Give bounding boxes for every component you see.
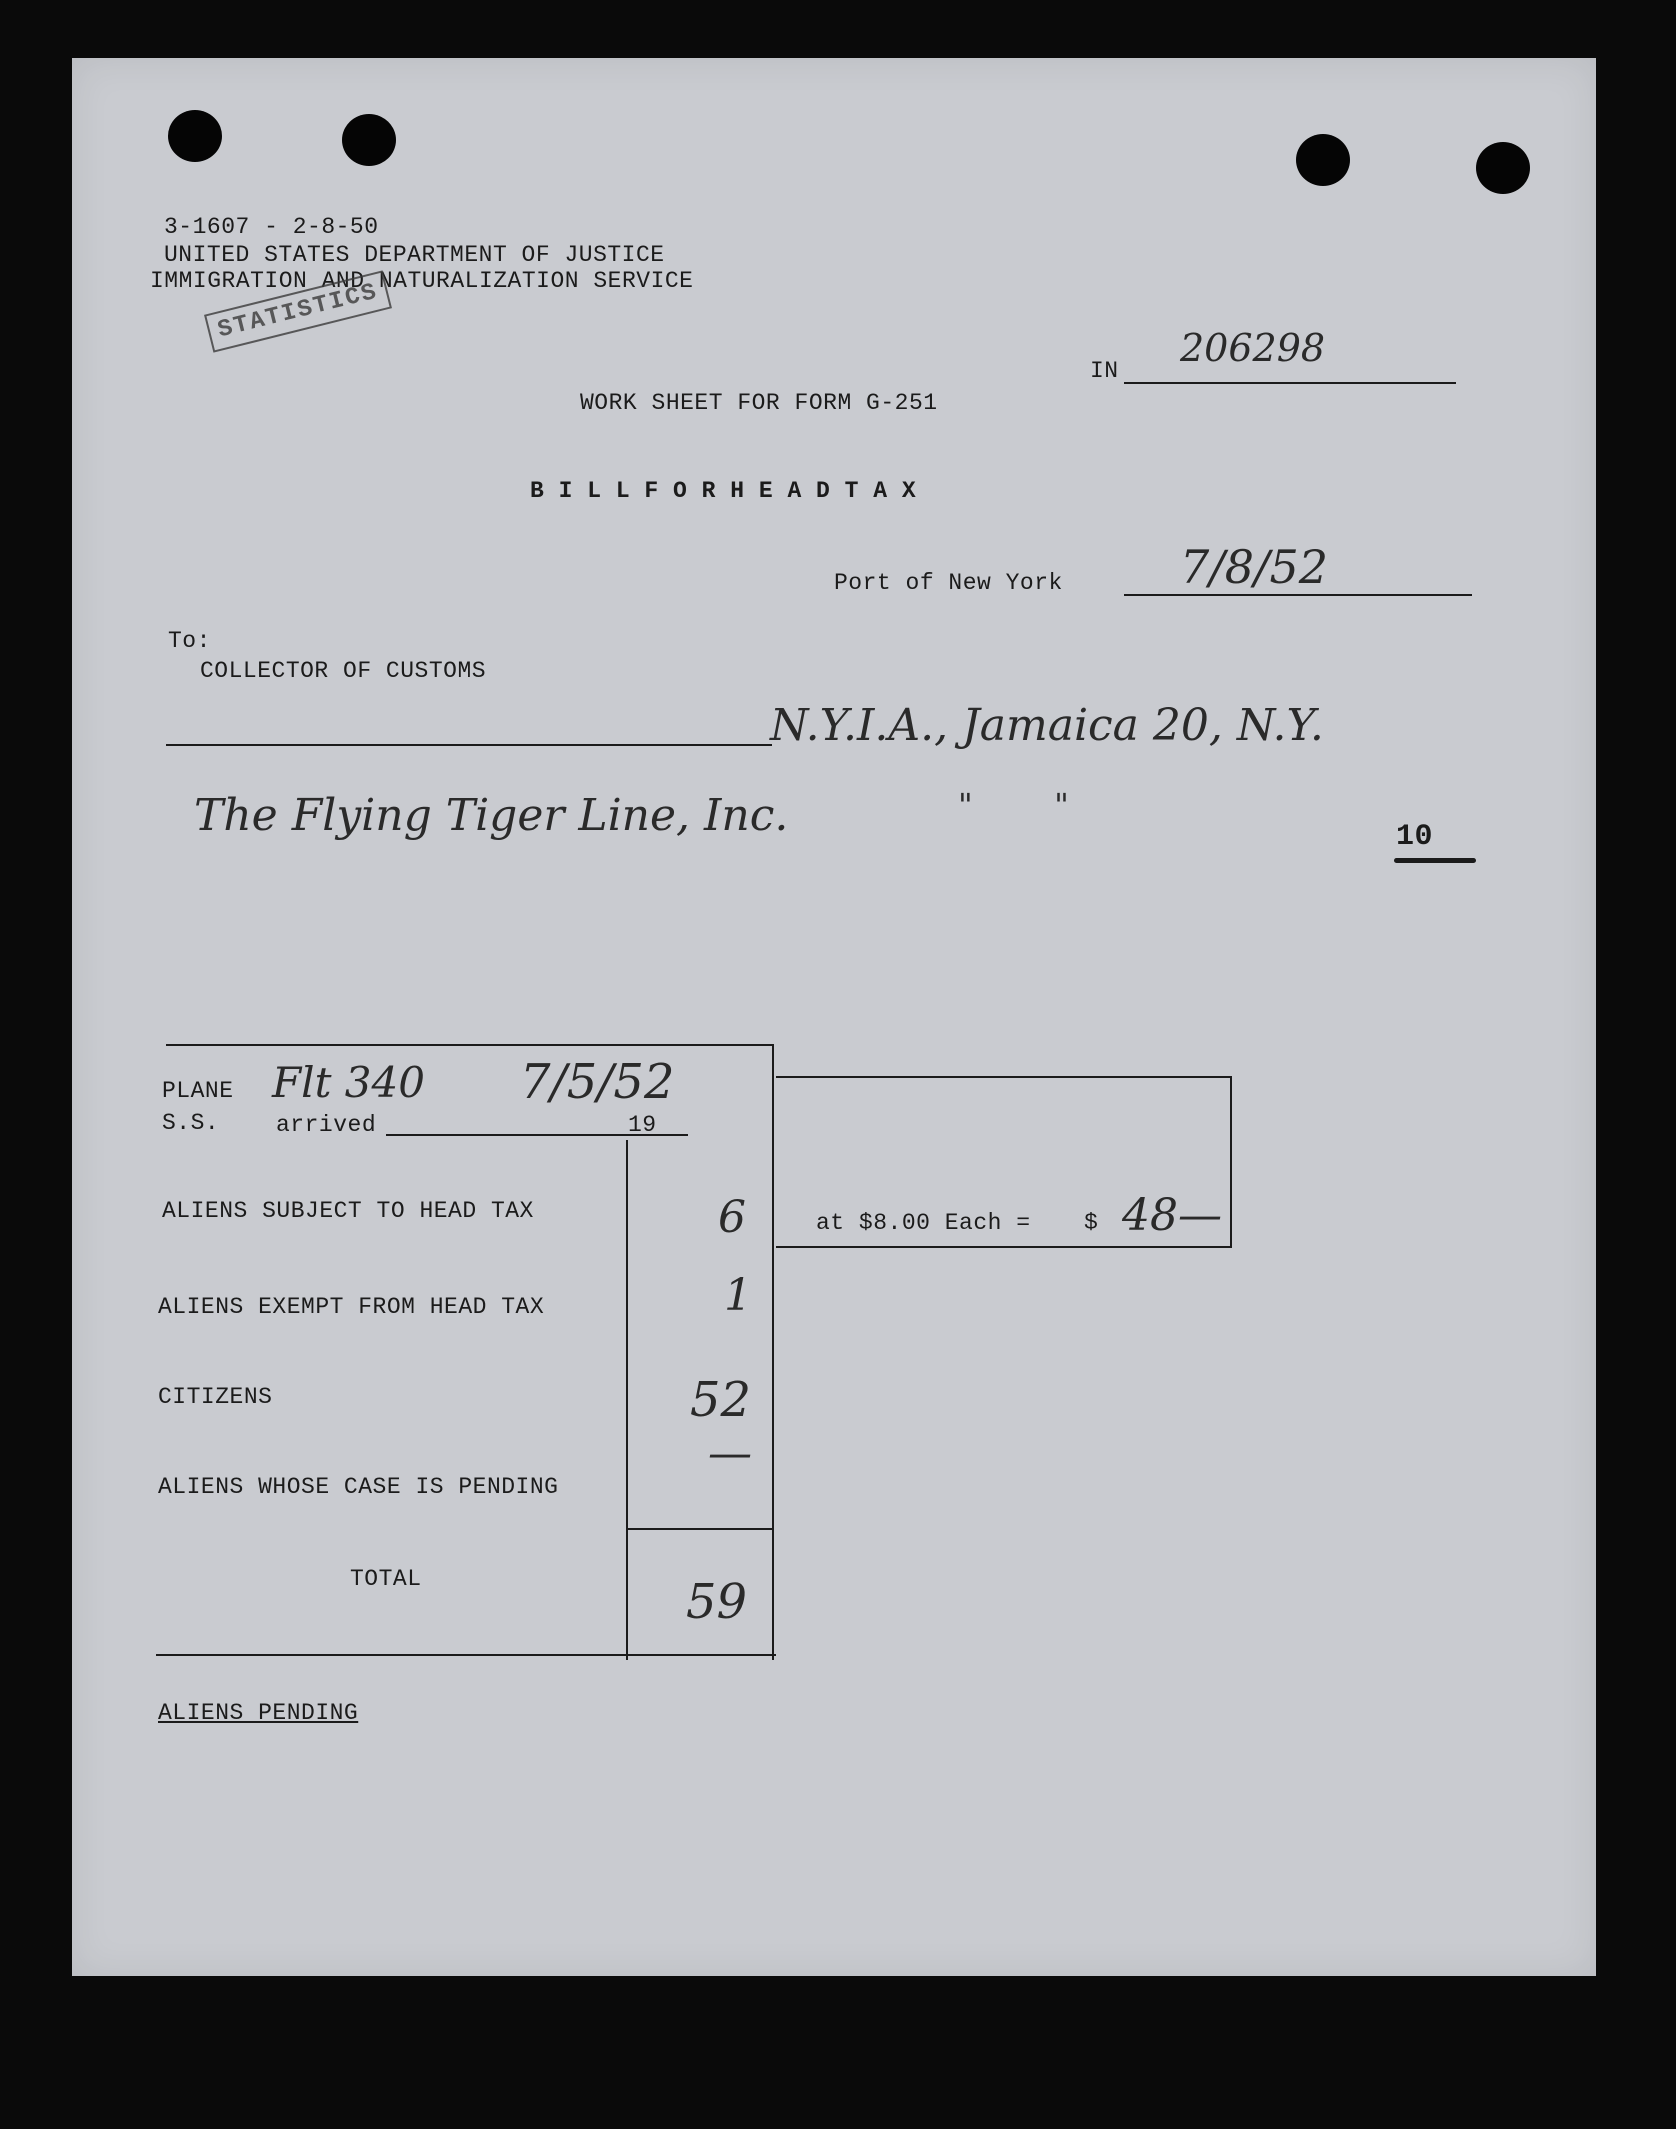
row-label-exempt: ALIENS EXEMPT FROM HEAD TAX <box>158 1294 545 1320</box>
page-number-underline <box>1394 858 1476 863</box>
ditto-marks: " " <box>958 786 1069 824</box>
table-column-rule <box>626 1140 628 1660</box>
rate-box-top <box>776 1076 1232 1078</box>
port-label: Port of New York <box>834 570 1063 596</box>
port-date: 7/8/52 <box>1180 540 1329 594</box>
table-top-rule <box>166 1044 774 1046</box>
arrived-label: arrived <box>276 1112 377 1138</box>
rate-box-bottom <box>776 1246 1232 1248</box>
row-value-pending: — <box>708 1428 752 1479</box>
collector-label: COLLECTOR OF CUSTOMS <box>200 658 487 684</box>
punch-hole <box>1476 142 1530 194</box>
table-total-rule <box>626 1528 774 1530</box>
arrived-date: 7/5/52 <box>520 1054 675 1110</box>
service-name: IMMIGRATION AND NATURALIZATION SERVICE <box>150 268 694 294</box>
year-prefix: 19 <box>628 1112 657 1138</box>
table-bottom-rule <box>156 1654 776 1656</box>
punch-hole <box>1296 134 1350 186</box>
in-number-line <box>1124 382 1456 384</box>
address-line <box>166 744 772 746</box>
carrier-handwritten: The Flying Tiger Line, Inc. <box>194 790 789 841</box>
address-handwritten: N.Y.I.A., Jamaica 20, N.Y. <box>770 700 1324 751</box>
form-title: WORK SHEET FOR FORM G-251 <box>580 390 938 416</box>
plane-label: PLANE <box>162 1078 234 1104</box>
rate-text: at $8.00 Each = <box>816 1210 1031 1236</box>
aliens-pending-heading: ALIENS PENDING <box>158 1700 359 1726</box>
table-right-rule <box>772 1044 774 1660</box>
tax-amount: 48— <box>1122 1190 1222 1241</box>
statistics-stamp: STATISTICS <box>204 270 392 352</box>
rate-box-right <box>1230 1076 1232 1248</box>
flight-number: Flt 340 <box>272 1058 425 1107</box>
in-number: 206298 <box>1180 326 1326 370</box>
row-value-exempt: 1 <box>724 1270 752 1321</box>
row-label-pending: ALIENS WHOSE CASE IS PENDING <box>158 1474 559 1500</box>
row-value-subject: 6 <box>718 1192 746 1243</box>
row-label-citizens: CITIZENS <box>158 1384 273 1410</box>
punch-hole <box>168 110 222 162</box>
punch-hole <box>342 114 396 166</box>
row-value-citizens: 52 <box>690 1372 752 1428</box>
form-code: 3-1607 - 2-8-50 <box>164 214 379 240</box>
bill-title: B I L L F O R H E A D T A X <box>530 478 917 504</box>
in-label: IN <box>1090 358 1119 384</box>
dollar-sign: $ <box>1084 1210 1099 1236</box>
total-label: TOTAL <box>350 1566 422 1592</box>
department-name: UNITED STATES DEPARTMENT OF JUSTICE <box>164 242 665 268</box>
total-value: 59 <box>686 1574 748 1630</box>
document-page <box>72 58 1596 1976</box>
port-date-line <box>1124 594 1472 596</box>
row-label-subject: ALIENS SUBJECT TO HEAD TAX <box>162 1198 534 1224</box>
ss-label: S.S. <box>162 1110 220 1136</box>
to-label: To: <box>168 628 211 654</box>
page-number: 10 <box>1396 820 1434 854</box>
